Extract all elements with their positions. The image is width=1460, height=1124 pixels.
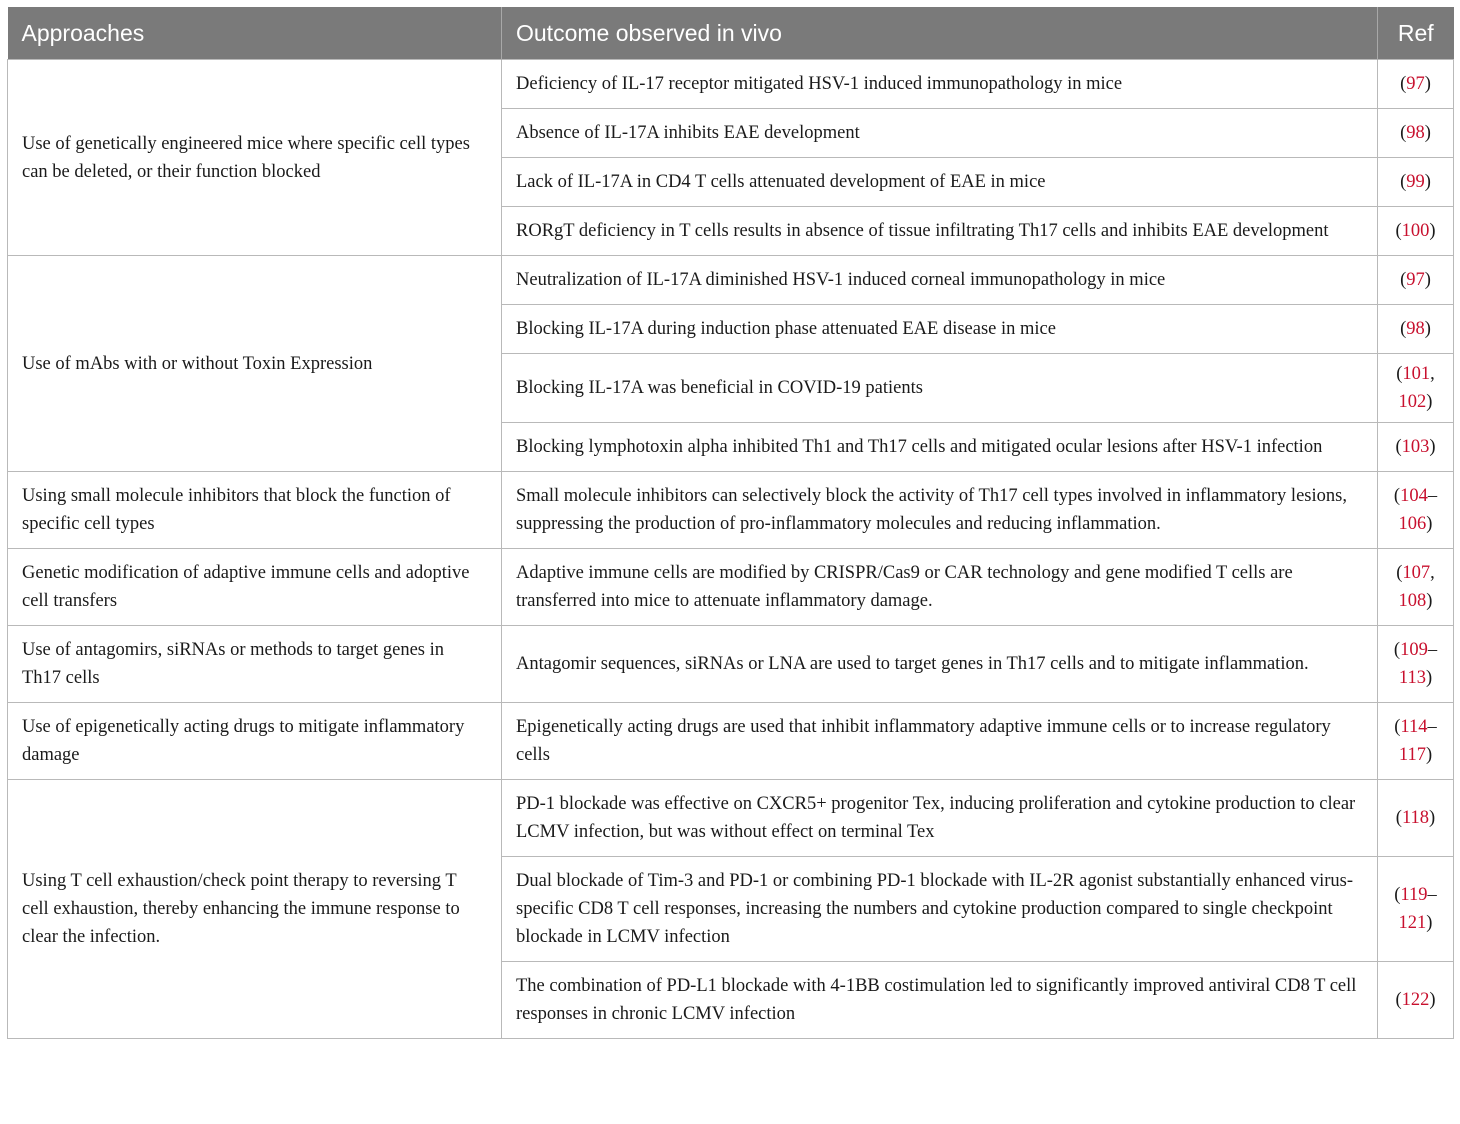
- table-row: [8, 256, 1454, 305]
- ref-cell: [1378, 857, 1454, 962]
- outcome-cell: Epigenetically acting drugs are used that inhibit inflammatory adaptive immune cells or to increase regulatory cells: [502, 703, 1378, 780]
- ref-number[interactable]: 118: [1401, 808, 1430, 828]
- ref-open-paren: (: [1396, 364, 1403, 384]
- ref-link[interactable]: [1400, 266, 1431, 294]
- ref-number[interactable]: 114: [1400, 717, 1428, 737]
- ref-link[interactable]: [1395, 217, 1435, 245]
- ref-cell: [1378, 305, 1454, 354]
- ref-number[interactable]: 107: [1402, 563, 1431, 583]
- ref-cell: [1378, 962, 1454, 1039]
- ref-cell: [1378, 354, 1454, 423]
- header-outcome: Outcome observed in vivo: [502, 7, 1378, 60]
- approaches-table: [7, 7, 1454, 1039]
- ref-cell: [1378, 626, 1454, 703]
- ref-number[interactable]: 97: [1406, 74, 1425, 94]
- ref-open-paren: (: [1393, 640, 1401, 660]
- table-row: [8, 60, 1454, 109]
- outcome-cell: Small molecule inhibitors can selectively block the activity of Th17 cell types involved in inflammatory lesions, suppressing the production of pro-inflammatory molecules and reducing inflammation.: [502, 472, 1378, 549]
- outcome-cell: Deficiency of IL-17 receptor mitigated HSV-1 induced immunopathology in mice: [502, 60, 1378, 109]
- ref-close-paren: ): [1424, 319, 1431, 339]
- approach-cell: Using T cell exhaustion/check point therapy to reversing T cell exhaustion, thereby enhancing the immune response to clear the infection.: [8, 780, 502, 1039]
- table-row: [8, 703, 1454, 780]
- ref-number[interactable]: 97: [1406, 270, 1425, 290]
- ref-link[interactable]: [1382, 360, 1449, 416]
- ref-cell: [1378, 780, 1454, 857]
- ref-open-paren: (: [1400, 74, 1407, 94]
- outcome-cell: Adaptive immune cells are modified by CRISPR/Cas9 or CAR technology and gene modified T cells are transferred into mice to attenuate inflammatory damage.: [502, 549, 1378, 626]
- ref-open-paren: (: [1395, 437, 1402, 457]
- outcome-cell: Neutralization of IL-17A diminished HSV-1 induced corneal immunopathology in mice: [502, 256, 1378, 305]
- ref-number[interactable]: 113: [1398, 668, 1426, 688]
- ref-close-paren: ): [1425, 668, 1433, 688]
- ref-number[interactable]: 104: [1400, 486, 1428, 506]
- ref-number[interactable]: 119: [1400, 885, 1428, 905]
- ref-number[interactable]: 98: [1406, 319, 1425, 339]
- outcome-cell: Blocking IL-17A during induction phase attenuated EAE disease in mice: [502, 305, 1378, 354]
- ref-close-paren: ): [1425, 745, 1433, 765]
- ref-cell: [1378, 472, 1454, 549]
- ref-cell: [1378, 109, 1454, 158]
- ref-separator: ,: [1430, 364, 1435, 384]
- ref-number[interactable]: 117: [1398, 745, 1426, 765]
- ref-number[interactable]: 101: [1402, 364, 1431, 384]
- approach-cell: Use of genetically engineered mice where specific cell types can be deleted, or their function blocked: [8, 60, 502, 256]
- ref-open-paren: (: [1393, 486, 1401, 506]
- header-ref: Ref: [1378, 7, 1454, 60]
- outcome-cell: PD-1 blockade was effective on CXCR5+ progenitor Tex, inducing proliferation and cytokine production to clear LCMV infection, but was without effect on terminal Tex: [502, 780, 1378, 857]
- approach-cell: Use of mAbs with or without Toxin Expression: [8, 256, 502, 472]
- ref-close-paren: ): [1424, 74, 1431, 94]
- approach-cell: Using small molecule inhibitors that block the function of specific cell types: [8, 472, 502, 549]
- ref-link[interactable]: [1382, 636, 1449, 692]
- ref-close-paren: ): [1424, 123, 1431, 143]
- ref-number[interactable]: 109: [1400, 640, 1428, 660]
- ref-close-paren: ): [1424, 172, 1431, 192]
- ref-cell: [1378, 703, 1454, 780]
- ref-separator: ,: [1430, 563, 1435, 583]
- table-row: [8, 780, 1454, 857]
- ref-close-paren: ): [1429, 990, 1436, 1010]
- outcome-cell: Lack of IL-17A in CD4 T cells attenuated development of EAE in mice: [502, 158, 1378, 207]
- ref-open-paren: (: [1400, 319, 1407, 339]
- ref-number[interactable]: 100: [1401, 221, 1430, 241]
- outcome-cell: Antagomir sequences, siRNAs or LNA are used to target genes in Th17 cells and to mitigate inflammation.: [502, 626, 1378, 703]
- ref-link[interactable]: [1400, 70, 1431, 98]
- ref-cell: [1378, 158, 1454, 207]
- ref-close-paren: ): [1426, 913, 1433, 933]
- ref-link[interactable]: [1400, 168, 1431, 196]
- ref-separator: –: [1427, 717, 1437, 737]
- ref-link[interactable]: [1395, 986, 1435, 1014]
- ref-number[interactable]: 106: [1398, 514, 1427, 534]
- ref-close-paren: ): [1424, 270, 1431, 290]
- outcome-cell: RORgT deficiency in T cells results in absence of tissue infiltrating Th17 cells and inhibits EAE development: [502, 207, 1378, 256]
- ref-close-paren: ): [1429, 221, 1436, 241]
- ref-open-paren: (: [1394, 717, 1401, 737]
- ref-open-paren: (: [1400, 172, 1407, 192]
- ref-open-paren: (: [1395, 221, 1402, 241]
- ref-close-paren: ): [1429, 808, 1436, 828]
- ref-open-paren: (: [1395, 990, 1402, 1010]
- ref-close-paren: ): [1426, 591, 1433, 611]
- ref-number[interactable]: 99: [1406, 172, 1425, 192]
- header-approaches: Approaches: [8, 7, 502, 60]
- ref-open-paren: (: [1396, 563, 1403, 583]
- table-header-row: [8, 7, 1454, 60]
- outcome-cell: Absence of IL-17A inhibits EAE development: [502, 109, 1378, 158]
- ref-cell: [1378, 207, 1454, 256]
- approach-cell: Use of epigenetically acting drugs to mitigate inflammatory damage: [8, 703, 502, 780]
- ref-link[interactable]: [1382, 559, 1449, 615]
- outcome-cell: Dual blockade of Tim-3 and PD-1 or combining PD-1 blockade with IL-2R agonist substantially enhanced virus-specific CD8 T cell responses, increasing the numbers and cytokine production compared to single checkpoint blockade in LCMV infection: [502, 857, 1378, 962]
- table-row: [8, 472, 1454, 549]
- outcome-cell: The combination of PD-L1 blockade with 4-1BB costimulation led to significantly improved antiviral CD8 T cell responses in chronic LCMV infection: [502, 962, 1378, 1039]
- ref-link[interactable]: [1395, 433, 1435, 461]
- ref-separator: –: [1427, 885, 1437, 905]
- ref-cell: [1378, 549, 1454, 626]
- ref-cell: [1378, 60, 1454, 109]
- ref-number[interactable]: 108: [1398, 591, 1427, 611]
- ref-link[interactable]: [1400, 315, 1431, 343]
- table-row: [8, 626, 1454, 703]
- ref-open-paren: (: [1400, 270, 1407, 290]
- ref-open-paren: (: [1395, 808, 1402, 828]
- ref-separator: –: [1427, 486, 1438, 506]
- table-row: [8, 549, 1454, 626]
- ref-link[interactable]: [1396, 804, 1435, 832]
- ref-open-paren: (: [1394, 885, 1401, 905]
- table-body: [8, 60, 1454, 1039]
- ref-open-paren: (: [1400, 123, 1407, 143]
- ref-cell: [1378, 256, 1454, 305]
- ref-number[interactable]: 122: [1401, 990, 1430, 1010]
- ref-link[interactable]: [1400, 119, 1431, 147]
- approach-cell: Genetic modification of adaptive immune cells and adoptive cell transfers: [8, 549, 502, 626]
- ref-number[interactable]: 98: [1406, 123, 1425, 143]
- ref-close-paren: ): [1426, 392, 1433, 412]
- ref-link[interactable]: [1382, 482, 1449, 538]
- ref-cell: [1378, 423, 1454, 472]
- approach-cell: Use of antagomirs, siRNAs or methods to target genes in Th17 cells: [8, 626, 502, 703]
- ref-number[interactable]: 102: [1398, 392, 1427, 412]
- ref-link[interactable]: [1382, 713, 1449, 769]
- ref-close-paren: ): [1429, 437, 1436, 457]
- outcome-cell: Blocking IL-17A was beneficial in COVID-19 patients: [502, 354, 1378, 423]
- ref-separator: –: [1427, 640, 1438, 660]
- ref-close-paren: ): [1426, 514, 1433, 534]
- outcome-cell: Blocking lymphotoxin alpha inhibited Th1 and Th17 cells and mitigated ocular lesions after HSV-1 infection: [502, 423, 1378, 472]
- ref-number[interactable]: 103: [1401, 437, 1430, 457]
- ref-link[interactable]: [1382, 881, 1449, 937]
- ref-number[interactable]: 121: [1398, 913, 1427, 933]
